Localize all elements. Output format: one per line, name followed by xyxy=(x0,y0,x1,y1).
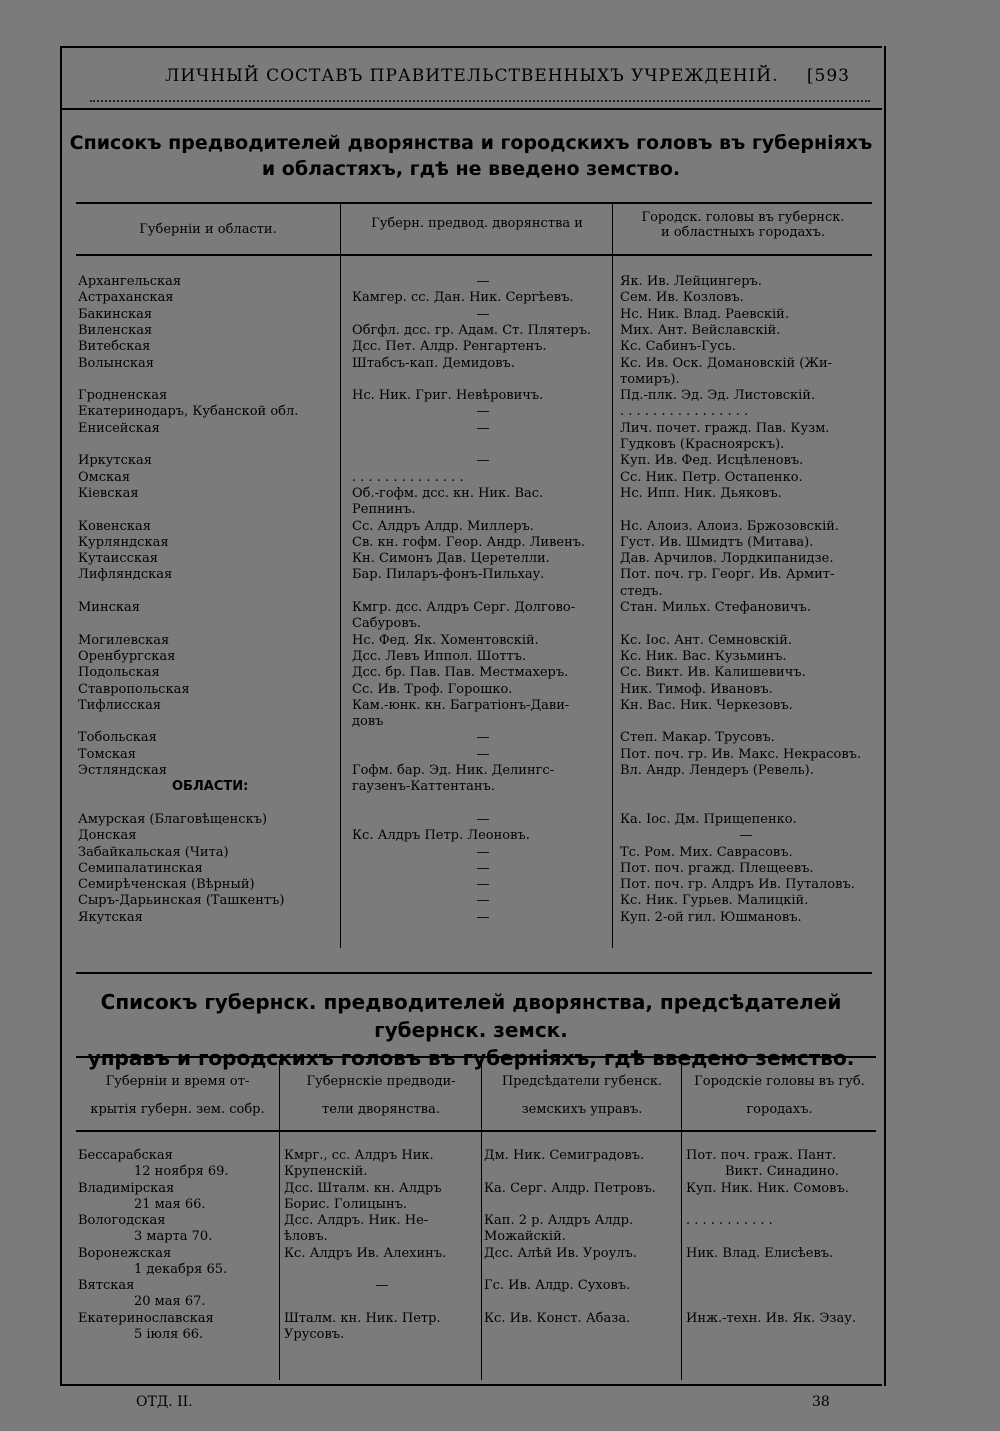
marshal-name: гаузенъ-Каттентанъ. xyxy=(352,779,495,795)
province-cell xyxy=(78,1148,274,1180)
marshal-name: — xyxy=(476,730,490,746)
table1-row xyxy=(76,519,872,535)
table2-col1-header xyxy=(76,1068,279,1124)
table2-col4-header-line2: городахъ. xyxy=(746,1102,813,1117)
table1-row xyxy=(76,404,872,420)
section2-title-line1: Списокъ губернск. предводителей дворянства, предсѣдателей губернск. земск. xyxy=(100,990,842,1042)
marshal-name: Об.-гофм. дсс. кн. Ник. Вас. xyxy=(352,485,544,501)
zemstvo-chair-cell-line1: Гс. Ив. Алдр. Суховъ. xyxy=(484,1278,631,1293)
table2 xyxy=(76,1060,876,1360)
table1-col3-header-line1: Городск. головы въ губернск. xyxy=(641,210,845,225)
marshal-cell xyxy=(284,1181,480,1213)
city-head-cell xyxy=(686,1246,878,1262)
province-name: Подольская xyxy=(78,665,160,681)
marshal-name: Штабсъ-кап. Демидовъ. xyxy=(352,355,515,371)
marshal-name: Камгер. сс. Дан. Ник. Сергѣевъ. xyxy=(352,290,574,306)
zemstvo-chair-cell-line1: Кап. 2 р. Алдръ Алдр. xyxy=(484,1213,634,1228)
province-name: Минская xyxy=(78,600,140,615)
running-title: ЛИЧНЫЙ СОСТАВЪ ПРАВИТЕЛЬСТВЕННЫХЪ УЧРЕЖДЕНІЙ. xyxy=(165,66,779,86)
city-head-cell xyxy=(686,1311,878,1327)
table1-row xyxy=(76,910,872,926)
city-head-name: Сс. Викт. Ив. Калишевичъ. xyxy=(620,665,806,681)
table1-row xyxy=(76,323,872,339)
city-head-name: Нс. Алоиз. Алоиз. Бржозовскій. xyxy=(620,518,840,534)
city-head-name: Куп. Ив. Фед. Исцѣленовъ. xyxy=(620,453,804,469)
province-cell-line2: 3 марта 70. xyxy=(134,1229,213,1244)
province-cell xyxy=(78,1213,274,1245)
province-name: Якутская xyxy=(78,909,143,925)
table1-row xyxy=(76,356,872,372)
table2-col4-header-line1: Городскіе головы въ губ. xyxy=(694,1074,865,1089)
province-cell-line1: Воронежская xyxy=(78,1245,172,1261)
city-head-name: Кс. Ник. Гурьев. Малицкій. xyxy=(620,893,809,909)
table1-row xyxy=(76,453,872,469)
province-name: Семипалатинская xyxy=(78,860,203,876)
zemstvo-chair-cell xyxy=(484,1181,680,1197)
city-head-name: . . . . . . . . . . . . . . . . xyxy=(620,404,749,420)
header-rule xyxy=(60,108,882,110)
city-head-name: Густ. Ив. Шмидтъ (Митава). xyxy=(620,534,814,550)
table2-col3-header xyxy=(483,1068,681,1124)
province-name: Гродненская xyxy=(78,388,168,404)
table2-top-rule xyxy=(76,1056,876,1058)
marshal-name: — xyxy=(476,274,490,289)
table1-row xyxy=(76,437,872,453)
table2-divider-3 xyxy=(681,1060,682,1380)
zemstvo-chair-cell xyxy=(484,1246,680,1262)
province-name: Тифлисская xyxy=(78,697,162,713)
marshal-cell-line1: Кмрг., сс. Алдръ Ник. xyxy=(284,1148,434,1163)
footer-page-number: 38 xyxy=(812,1394,830,1410)
province-name: Астраханская xyxy=(78,290,174,306)
table1-row xyxy=(76,779,872,795)
table1-row xyxy=(76,730,872,746)
table1-bottom-rule xyxy=(76,972,872,974)
table1-row xyxy=(76,812,872,828)
province-name: Ковенская xyxy=(78,518,151,534)
marshal-name: — xyxy=(476,404,490,420)
section1-title-line2: и областяхъ, гдѣ не введено земство. xyxy=(261,158,681,180)
marshal-name: Св. кн. гофм. Геор. Андр. Ливенъ. xyxy=(352,534,586,550)
table1-row xyxy=(76,893,872,909)
city-head-name: Пд.-плк. Эд. Эд. Листовскій. xyxy=(620,388,816,404)
city-head-cell-line1: . . . . . . . . . . . xyxy=(686,1213,773,1228)
table1-row xyxy=(76,616,872,632)
province-cell-line1: Екатеринославская xyxy=(78,1310,214,1326)
city-head-name: Як. Ив. Лейцингеръ. xyxy=(620,274,762,289)
zemstvo-chair-cell-line1: Ка. Серг. Алдр. Петровъ. xyxy=(484,1180,656,1196)
marshal-name: Кс. Алдръ Петр. Леоновъ. xyxy=(352,828,530,844)
dotted-rule xyxy=(90,100,870,102)
province-name: Кіевская xyxy=(78,485,139,501)
city-head-cell-line1: Ник. Влад. Елисѣевъ. xyxy=(686,1245,834,1261)
table1-row xyxy=(76,877,872,893)
province-name: Волынская xyxy=(78,355,155,371)
city-head-name: Стан. Мильх. Стефановичъ. xyxy=(620,600,811,615)
province-cell-line1: Бессарабская xyxy=(78,1148,173,1163)
province-name: Ставропольская xyxy=(78,681,190,697)
table2-col2-header xyxy=(281,1068,481,1124)
province-cell-line2: 21 мая 66. xyxy=(134,1196,206,1212)
province-name: Архангельская xyxy=(78,274,182,289)
table1-col2-header: Губерн. предвод. дворянства и xyxy=(371,216,583,231)
city-head-name: Тс. Ром. Мих. Саврасовъ. xyxy=(620,844,793,860)
marshal-name: — xyxy=(476,893,490,909)
city-head-cell-line1: Куп. Ник. Ник. Сомовъ. xyxy=(686,1180,849,1196)
table1-col3-header-line2: и областныхъ городахъ. xyxy=(661,225,825,240)
marshal-name: — xyxy=(476,453,490,469)
province-name: Омская xyxy=(78,469,131,485)
province-name: Эстляндская xyxy=(78,763,167,778)
city-head-name: Гудковъ (Красноярскъ). xyxy=(620,437,785,452)
province-name: Тобольская xyxy=(78,730,157,746)
marshal-name: Обгфл. дсс. гр. Адам. Ст. Плятеръ. xyxy=(352,322,592,338)
marshal-name: — xyxy=(476,909,490,925)
table1 xyxy=(76,204,872,952)
city-head-name: Пот. поч. гр. Алдръ Ив. Путаловъ. xyxy=(620,877,855,893)
province-name: Оренбургская xyxy=(78,648,176,664)
table1-row xyxy=(76,502,872,518)
marshal-name: — xyxy=(476,746,490,762)
marshal-name: Репнинъ. xyxy=(352,502,416,518)
table2-col1-header-line1: Губерніи и время от- xyxy=(105,1074,250,1089)
table1-row xyxy=(76,600,872,616)
marshal-cell xyxy=(284,1148,480,1180)
table1-col1-header: Губерніи и области. xyxy=(139,222,277,237)
city-head-cell-line1: Инж.-техн. Ив. Як. Эзау. xyxy=(686,1310,857,1326)
table1-row xyxy=(76,470,872,486)
table1-row xyxy=(76,649,872,665)
city-head-cell xyxy=(686,1181,878,1197)
city-head-name: Сс. Ник. Петр. Остапенко. xyxy=(620,469,803,485)
marshal-cell-line1: Дсс. Шталм. кн. Алдръ xyxy=(284,1180,442,1196)
table1-row xyxy=(76,714,872,730)
marshal-name: Дсс. Левъ Иппол. Шоттъ. xyxy=(352,648,527,664)
page-number: [593 xyxy=(806,66,850,86)
province-name: Сыръ-Дарьинская (Ташкентъ) xyxy=(78,893,285,909)
province-name: Курляндская xyxy=(78,534,169,550)
bottom-border xyxy=(60,1384,882,1386)
marshal-name: — xyxy=(476,844,490,860)
table1-row xyxy=(76,339,872,355)
province-name: Забайкальская (Чита) xyxy=(78,844,229,860)
city-head-name: Ка. Іос. Дм. Прищепенко. xyxy=(620,811,797,827)
marshal-cell-line1: Шталм. кн. Ник. Петр. xyxy=(284,1310,441,1326)
marshal-name: — xyxy=(476,860,490,876)
table1-header-rule xyxy=(76,254,872,256)
city-head-name: Кн. Вас. Ник. Черкезовъ. xyxy=(620,697,793,713)
province-name: Донская xyxy=(78,828,137,844)
section2-title-line2: управъ и городскихъ головъ въ губерніяхъ, гдѣ введено земство. xyxy=(87,1046,855,1070)
city-head-cell xyxy=(686,1148,878,1180)
province-cell-line2: 1 декабря 65. xyxy=(134,1261,228,1277)
city-head-name: Кс. Ник. Вас. Кузьминъ. xyxy=(620,648,787,664)
city-head-name: Кс. Ив. Оск. Домановскій (Жи- xyxy=(620,355,833,371)
marshal-name: Кмгр. дсс. Алдръ Серг. Долгово- xyxy=(352,600,576,615)
province-cell-line1: Вологодская xyxy=(78,1213,166,1228)
province-cell xyxy=(78,1181,274,1213)
zemstvo-chair-cell xyxy=(484,1278,680,1294)
table2-divider-2 xyxy=(481,1060,482,1380)
zemstvo-chair-cell xyxy=(484,1148,680,1164)
province-cell-line2: 5 іюля 66. xyxy=(134,1326,204,1342)
province-name: Лифляндская xyxy=(78,567,173,583)
table2-col2-header-line2: тели дворянства. xyxy=(322,1102,440,1117)
marshal-cell xyxy=(284,1278,480,1294)
province-name: ОБЛАСТИ: xyxy=(172,779,249,795)
marshal-name: Дсс. Пет. Алдр. Ренгартенъ. xyxy=(352,339,547,355)
city-head-name: Пот. поч. гр. Георг. Ив. Армит- xyxy=(620,567,835,583)
table1-col3-header xyxy=(614,210,872,240)
marshal-cell xyxy=(284,1213,480,1245)
marshal-name: Дсс. бр. Пав. Пав. Местмахеръ. xyxy=(352,665,569,681)
marshal-name: довъ xyxy=(352,714,384,730)
province-cell-line2: 12 ноября 69. xyxy=(134,1164,229,1179)
table1-row xyxy=(76,274,872,290)
running-head xyxy=(60,66,850,86)
city-head-name: Пот. поч. гр. Ив. Макс. Некрасовъ. xyxy=(620,746,862,762)
marshal-name: — xyxy=(476,811,490,827)
marshal-name: Гофм. бар. Эд. Ник. Делингс- xyxy=(352,763,555,778)
table1-row xyxy=(76,551,872,567)
province-name: Витебская xyxy=(78,339,151,355)
province-name: Бакинская xyxy=(78,306,153,322)
table1-row xyxy=(76,307,872,323)
city-head-name: Лич. почет. гражд. Пав. Кузм. xyxy=(620,420,830,436)
footer-section-label: ОТД. II. xyxy=(136,1394,193,1410)
table1-row xyxy=(76,421,872,437)
marshal-cell xyxy=(284,1246,480,1262)
table2-col3-header-line1: Предсѣдатели губенск. xyxy=(501,1074,663,1089)
city-head-name: Кс. Іос. Ант. Семновскій. xyxy=(620,632,793,648)
province-cell xyxy=(78,1311,274,1343)
province-name: Екатеринодаръ, Кубанской обл. xyxy=(78,404,299,420)
table2-col3-header-line2: земскихъ управъ. xyxy=(521,1102,643,1117)
city-head-name: Кс. Сабинъ-Гусь. xyxy=(620,339,736,355)
table1-row xyxy=(76,845,872,861)
marshal-name: — xyxy=(476,420,490,436)
table1-row xyxy=(76,698,872,714)
city-head-cell-line2: Викт. Синадино. xyxy=(724,1164,840,1179)
province-name: Томская xyxy=(78,746,136,762)
city-head-cell xyxy=(686,1213,878,1229)
marshal-name: . . . . . . . . . . . . . . xyxy=(352,469,464,485)
table1-row xyxy=(76,535,872,551)
zemstvo-chair-cell xyxy=(484,1213,680,1245)
zemstvo-chair-cell-line1: Дм. Ник. Семиградовъ. xyxy=(484,1148,645,1163)
city-head-name: Куп. 2-ой гил. Юшмановъ. xyxy=(620,909,802,925)
city-head-name: стедъ. xyxy=(620,583,663,599)
city-head-name: Нс. Ипп. Ник. Дьяковъ. xyxy=(620,485,782,501)
marshal-name: Сс. Алдръ Алдр. Миллеръ. xyxy=(352,518,534,534)
zemstvo-chair-cell-line1: Кс. Ив. Конст. Абаза. xyxy=(484,1310,631,1326)
table1-row xyxy=(76,828,872,844)
city-head-name: Мих. Ант. Вейславскій. xyxy=(620,322,781,338)
province-cell xyxy=(78,1278,274,1310)
city-head-name: Сем. Ив. Козловъ. xyxy=(620,290,744,306)
province-name: Виленская xyxy=(78,322,153,338)
table1-row xyxy=(76,388,872,404)
section1-title xyxy=(60,130,882,182)
marshal-name: Сабуровъ. xyxy=(352,616,422,632)
marshal-cell-line1: Кс. Алдръ Ив. Алехинъ. xyxy=(284,1245,447,1261)
table1-row xyxy=(76,584,872,600)
city-head-name: Дав. Арчилов. Лордкипанидзе. xyxy=(620,551,834,567)
table1-row xyxy=(76,665,872,681)
marshal-name: Бар. Пиларъ-фонъ-Пильхау. xyxy=(352,567,545,583)
city-head-name: Пот. поч. ргажд. Плещеевъ. xyxy=(620,860,814,876)
table2-col4-header xyxy=(683,1068,876,1124)
province-cell-line1: Вятская xyxy=(78,1278,135,1293)
table2-divider-1 xyxy=(279,1060,280,1380)
city-head-name: Ник. Тимоф. Ивановъ. xyxy=(620,681,773,697)
table1-row xyxy=(76,486,872,502)
province-name: Енисейская xyxy=(78,420,160,436)
city-head-name: — xyxy=(739,828,753,844)
marshal-cell-line2: ѣловъ. xyxy=(284,1229,328,1244)
table1-row xyxy=(76,796,872,812)
marshal-cell-line1: — xyxy=(375,1278,389,1293)
city-head-name: Вл. Андр. Лендеръ (Ревель). xyxy=(620,763,814,778)
table1-row xyxy=(76,567,872,583)
table1-row xyxy=(76,682,872,698)
city-head-name: Нс. Ник. Влад. Раевскій. xyxy=(620,306,789,322)
marshal-name: Нс. Ник. Григ. Невѣровичъ. xyxy=(352,388,544,404)
city-head-name: томиръ). xyxy=(620,371,680,387)
marshal-cell-line2: Урусовъ. xyxy=(284,1326,345,1342)
zemstvo-chair-cell-line2: Можайскій. xyxy=(484,1229,566,1244)
marshal-cell-line2: Борис. Голицынъ. xyxy=(284,1196,408,1212)
province-cell-line2: 20 мая 67. xyxy=(134,1294,206,1309)
table2-header-rule xyxy=(76,1130,876,1132)
table2-col2-header-line1: Губернскіе предводи- xyxy=(306,1074,456,1089)
marshal-name: Кн. Симонъ Дав. Церетелли. xyxy=(352,551,550,567)
table1-row xyxy=(76,372,872,388)
province-name: Иркутская xyxy=(78,453,152,469)
zemstvo-chair-cell xyxy=(484,1311,680,1327)
marshal-name: Сс. Ив. Троф. Горошко. xyxy=(352,681,513,697)
city-head-cell-line1: Пот. поч. граж. Пант. xyxy=(686,1148,837,1163)
city-head-name: Степ. Макар. Трусовъ. xyxy=(620,730,775,746)
marshal-cell-line2: Крупенскій. xyxy=(284,1164,368,1179)
province-name: Кутаисская xyxy=(78,551,158,567)
province-name: Семирѣченская (Вѣрный) xyxy=(78,877,255,893)
zemstvo-chair-cell-line1: Дсс. Алѣй Ив. Уроулъ. xyxy=(484,1245,637,1261)
province-name: Амурская (Благовѣщенскъ) xyxy=(78,811,268,827)
marshal-name: — xyxy=(476,877,490,893)
section1-title-line1: Списокъ предводителей дворянства и городскихъ головъ въ губерніяхъ xyxy=(69,132,873,154)
table1-row xyxy=(76,633,872,649)
table2-col1-header-line2: крытія губерн. зем. собр. xyxy=(90,1102,265,1117)
marshal-cell xyxy=(284,1311,480,1343)
marshal-name: Нс. Фед. Як. Хоментовскій. xyxy=(352,632,539,648)
province-cell-line1: Владимірская xyxy=(78,1180,175,1196)
province-name: Могилевская xyxy=(78,632,170,648)
marshal-name: — xyxy=(476,306,490,322)
table1-row xyxy=(76,290,872,306)
province-cell xyxy=(78,1246,274,1278)
table1-row xyxy=(76,763,872,779)
table1-row xyxy=(76,747,872,763)
table1-row xyxy=(76,861,872,877)
marshal-cell-line1: Дсс. Алдръ. Ник. Не- xyxy=(284,1213,429,1228)
marshal-name: Кам.-юнк. кн. Багратіонъ-Дави- xyxy=(352,697,570,713)
